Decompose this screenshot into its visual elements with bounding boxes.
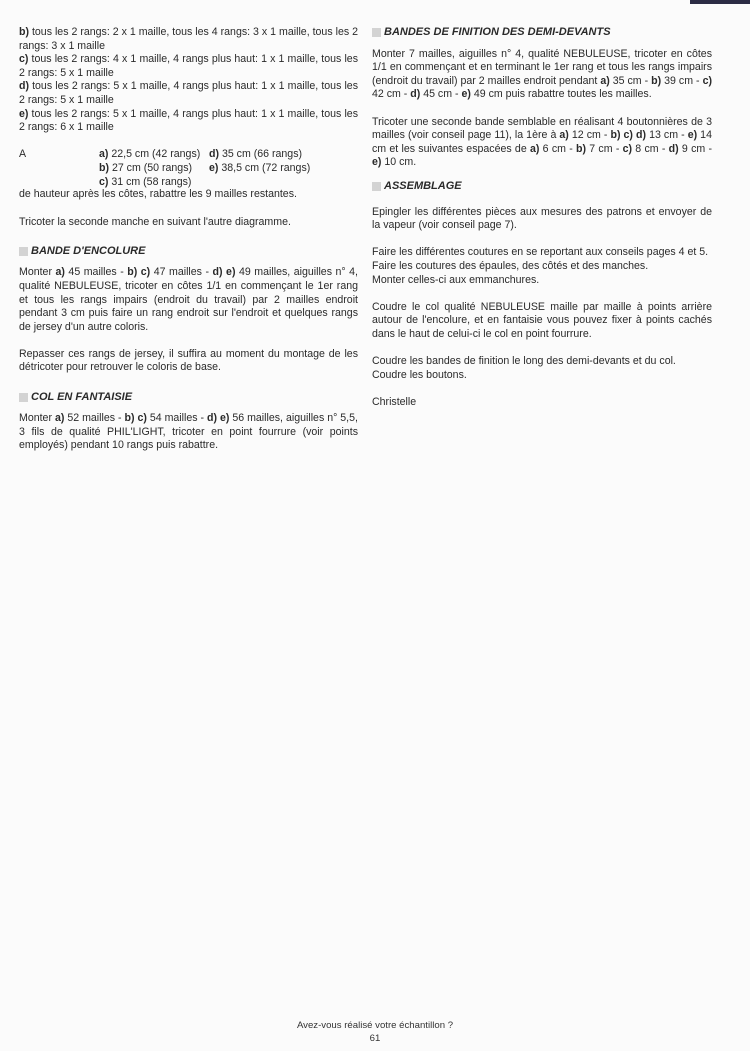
table-row-2b: e) 38,5 cm (72 rangs) [209,161,311,174]
heading-square-icon [372,28,381,37]
col-paragraph: Monter a) 52 mailles - b) c) 54 mailles - d) e) 56 mailles, aiguilles n° 5,5, 3 fils de qualité PHIL'LIGHT, tricoter en point fourrure (voir points employés) pendant 10 rangs puis rabattre. [19,412,358,452]
size-b-line: b) tous les 2 rangs: 2 x 1 maille, tous les 4 rangs: 3 x 1 maille, tous les 2 rangs: 3 x 1 maille [19,26,358,52]
top-bar [0,0,750,5]
table-row-1a: a) 22,5 cm (42 rangs) [99,148,201,161]
size-c-line: c) tous les 2 rangs: 4 x 1 maille, 4 rangs plus haut: 1 x 1 maille, tous les 2 rangs: 5 x 1 maille [19,53,358,79]
after-table-text: de hauteur après les côtes, rabattre les 9 mailles restantes. [19,188,297,201]
heading-square-icon [19,247,28,256]
heading-assemblage: ASSEMBLAGE [372,180,712,194]
size-d-line: d) tous les 2 rangs: 5 x 1 maille, 4 rangs plus haut: 1 x 1 maille, tous les 2 rangs: 5 x 1 maille [19,80,358,106]
left-column [19,26,358,453]
measurement-table [19,148,358,188]
page-number: 61 [369,1033,381,1044]
heading-col-fantaisie: COL EN FANTAISIE [19,391,358,405]
encolure-paragraph: Monter a) 45 mailles - b) c) 47 mailles - d) e) 49 mailles, aiguilles n° 4, qualité NEBULEUSE, tricoter en côtes 1/1 en commençant le 1er rang et tous les rangs impairs (endroit du travail) par 2 mailles endroit pendant 3 cm puis faire un rang endroit sur l'endroit et quelques rangs de jersey d'un autre coloris. [19,266,358,333]
table-row-2a: b) 27 cm (50 rangs) [99,161,193,174]
right-column [372,26,712,409]
epingler-paragraph: Epingler les différentes pièces aux mesures des patrons et envoyer de la vapeur (voir conseil page 7). [372,205,712,232]
footer-question: Avez-vous réalisé votre échantillon ? [296,1020,454,1031]
size-e-line: e) tous les 2 rangs: 5 x 1 maille, 4 rangs plus haut: 1 x 1 maille, tous les 2 rangs: 6 x 1 maille [19,107,358,134]
table-label: A [19,148,27,161]
coutures-line-1: Faire les différentes coutures en se reportant aux conseils pages 4 et 5. [372,246,709,259]
bandes-paragraph: Monter 7 mailles, aiguilles n° 4, qualité NEBULEUSE, tricoter en côtes 1/1 en commençant et en terminant le 1er rang et tous les rangs impairs (endroit du travail) par 2 mailles endroit pendant a) 35 cm - b) 39 cm - c) 42 cm - d) 45 cm - e) 49 cm puis rabattre toutes les mailles. [372,47,712,101]
heading-bande-encolure: BANDE D'ENCOLURE [19,245,358,259]
coutures-line-2: Faire les coutures des épaules, des côtés et des manches. [372,259,649,272]
heading-square-icon [19,393,28,402]
coudre-col-paragraph: Coudre le col qualité NEBULEUSE maille par maille à points arrière autour de l'encolure, et en fantaisie vous pouvez fixer à points cachés dans le haut de celui-ci le col en point fourrure. [372,300,712,340]
second-sleeve-text: Tricoter la seconde manche en suivant l'autre diagramme. [19,215,291,228]
table-row-3a: c) 31 cm (58 rangs) [99,175,192,188]
heading-square-icon [372,182,381,191]
table-row-1b: d) 35 cm (66 rangs) [209,148,303,161]
repasser-paragraph: Repasser ces rangs de jersey, il suffira au moment du montage de les détricoter pour retrouver le coloris de base. [19,347,358,374]
top-bar-dark-strip [690,0,750,4]
seconde-bande-paragraph: Tricoter une seconde bande semblable en réalisant 4 boutonnières de 3 mailles (voir conseil page 11), la 1ère à a) 12 cm - b) c) d) 13 cm - e) 14 cm et les suivantes espacées de a) 6 cm - b) 7 cm - c) 8 cm - d) 9 cm - e) 10 cm. [372,115,712,169]
coutures-line-3: Monter celles-ci aux emmanchures. [372,273,540,286]
heading-bandes-finition: BANDES DE FINITION DES DEMI-DEVANTS [372,26,712,40]
coudre-boutons-line: Coudre les boutons. [372,368,467,381]
coudre-bandes-line: Coudre les bandes de finition le long des demi-devants et du col. [372,355,676,368]
signature: Christelle [372,395,417,408]
